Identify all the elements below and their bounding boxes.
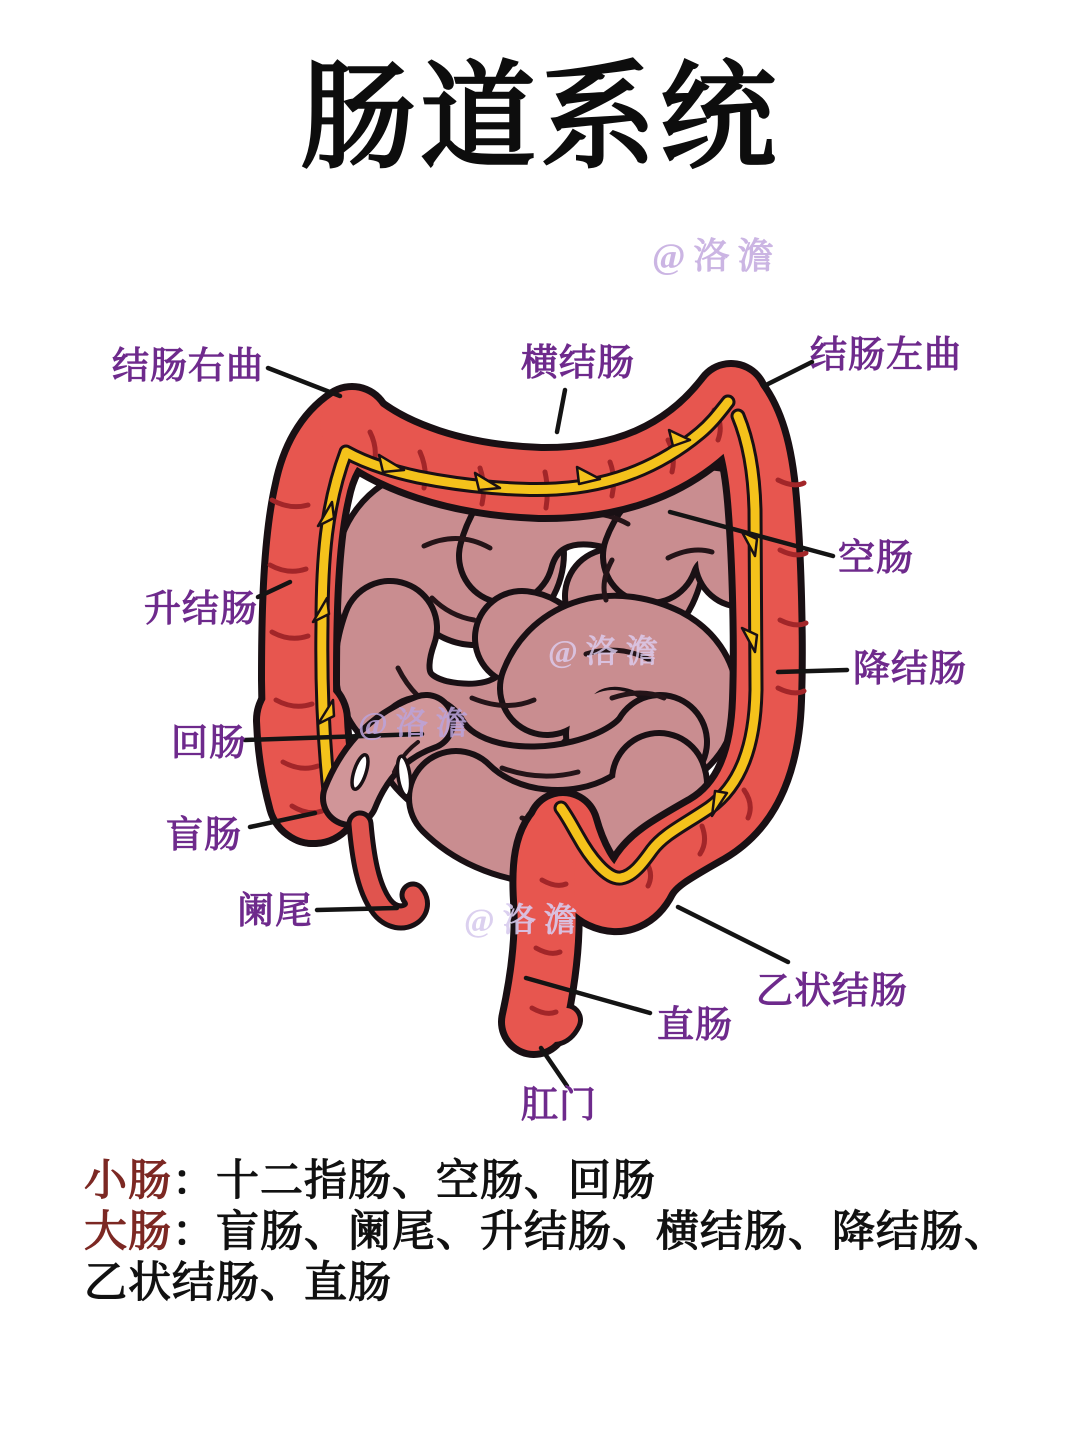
label-appendix: 阑尾 [237, 891, 313, 932]
legend-row-large-intestine-cont [84, 1258, 1024, 1309]
legend-term-small-intestine: 小肠 [84, 1158, 172, 1205]
appendix-shape [360, 824, 416, 917]
label-jejunum: 空肠 [838, 538, 914, 579]
page-title: 肠道系统 [300, 55, 780, 183]
label-ileum: 回肠 [171, 723, 247, 764]
leader-transverse-colon [557, 390, 565, 432]
label-anus: 肛门 [521, 1085, 597, 1126]
label-left-colic-flexure: 结肠左曲 [810, 335, 962, 376]
legend-items-large-intestine-cont: 乙状结肠、直肠 [84, 1260, 392, 1307]
leader-sigmoid-colon [678, 907, 788, 962]
legend-items-large-intestine: ：盲肠、阑尾、升结肠、横结肠、降结肠、 [172, 1209, 1008, 1256]
label-rectum: 直肠 [657, 1005, 733, 1046]
label-cecum: 盲肠 [166, 815, 242, 856]
leader-right-colic-flexure [268, 368, 340, 396]
legend-term-large-intestine: 大肠 [84, 1209, 172, 1256]
leader-descending-colon [778, 670, 847, 672]
label-descending-colon: 降结肠 [853, 649, 967, 690]
label-transverse-colon: 横结肠 [521, 343, 635, 384]
watermark: @洛澹 [652, 236, 782, 276]
leader-appendix [317, 908, 397, 910]
legend-row-small-intestine [84, 1156, 1024, 1207]
watermark: @洛澹 [548, 633, 666, 669]
watermark: @洛澹 [358, 705, 476, 741]
leader-anus [541, 1048, 567, 1086]
legend-items-small-intestine: ：十二指肠、空肠、回肠 [172, 1158, 656, 1205]
label-sigmoid-colon: 乙状结肠 [756, 971, 908, 1012]
legend-row-large-intestine [84, 1207, 1024, 1258]
label-right-colic-flexure: 结肠右曲 [112, 346, 264, 387]
leader-left-colic-flexure [764, 362, 812, 386]
label-ascending-colon: 升结肠 [144, 589, 258, 630]
watermark: @洛澹 [464, 903, 585, 939]
legend [84, 1156, 1024, 1309]
